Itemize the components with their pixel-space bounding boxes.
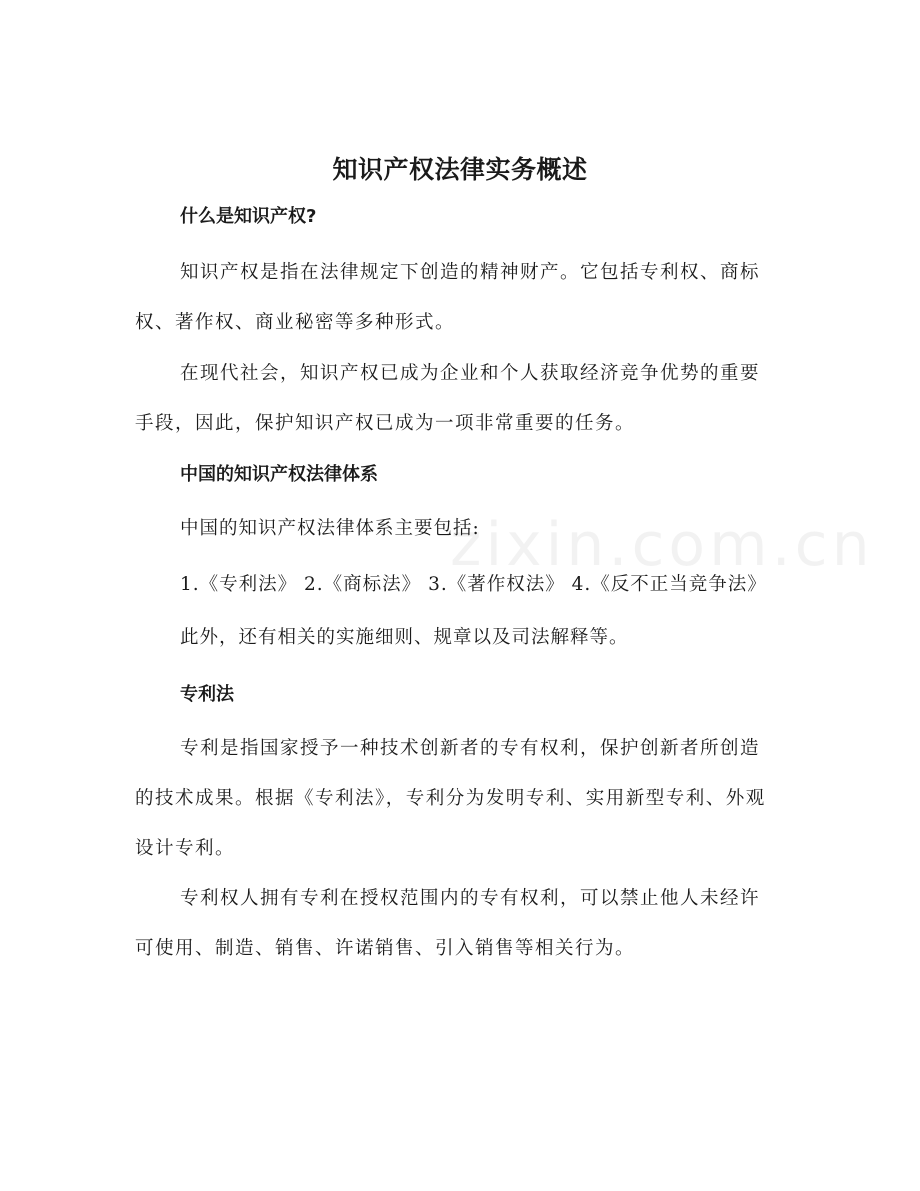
paragraph-law-system-intro: 中国的知识产权法律体系主要包括: — [180, 518, 480, 539]
paragraph-ip-importance: 在现代社会，知识产权已成为企业和个人获取经济竞争优势的重要手段，因此，保护知识产权已成为一项非常重要的任务。 — [135, 363, 761, 434]
paragraph-additional-rules: 此外，还有相关的实施细则、规章以及司法解释等。 — [180, 627, 629, 648]
law-list: 1.《专利法》 2.《商标法》 3.《著作权法》 4.《反不正当竞争法》 — [180, 574, 767, 595]
section-heading-patent-law: 专利法 — [180, 684, 234, 705]
paragraph-patent-rights: 专利权人拥有专利在授权范围内的专有权利，可以禁止他人未经许可使用、制造、销售、许诺销售、引入销售等相关行为。 — [135, 888, 761, 959]
section-heading-what-is-ip: 什么是知识产权? — [180, 206, 317, 227]
document-title: 知识产权法律实务概述 — [332, 155, 588, 184]
paragraph-ip-definition: 知识产权是指在法律规定下创造的精神财产。它包括专利权、商标权、著作权、商业秘密等多种形式。 — [135, 262, 761, 333]
section-heading-china-ip-law: 中国的知识产权法律体系 — [180, 464, 378, 485]
paragraph-patent-definition: 专利是指国家授予一种技术创新者的专有权利，保护创新者所创造的技术成果。根据《专利法》，专利分为发明专利、实用新型专利、外观设计专利。 — [135, 738, 766, 859]
watermark: zixin.com.cn — [450, 510, 874, 580]
